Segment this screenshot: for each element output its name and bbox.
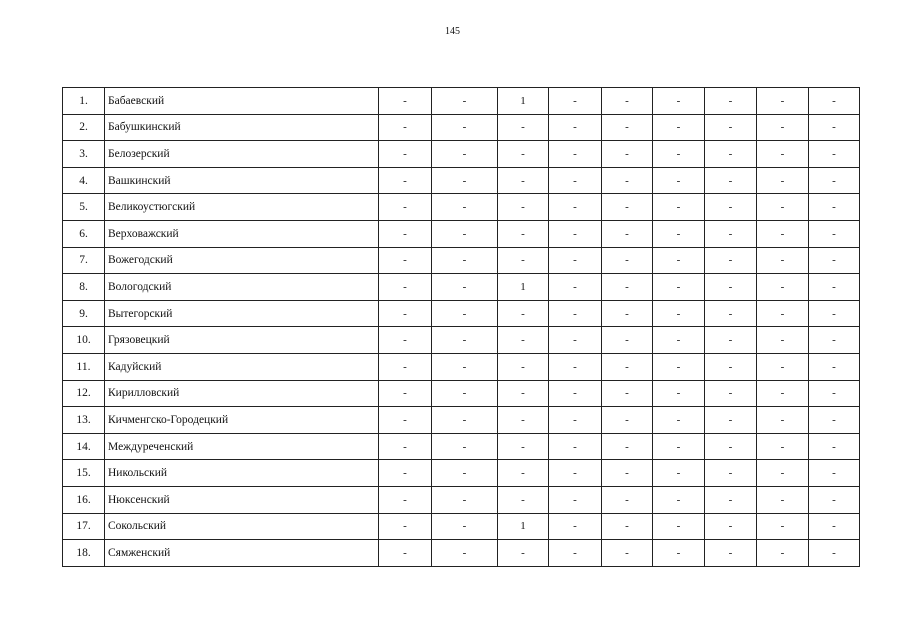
value-cell: - <box>653 460 705 487</box>
value-cell: - <box>602 433 653 460</box>
value-cell: - <box>757 327 809 354</box>
value-cell: - <box>602 274 653 301</box>
value-cell: 1 <box>498 88 549 115</box>
row-number-cell: 15. <box>63 460 105 487</box>
value-cell: - <box>705 407 757 434</box>
district-table <box>62 87 860 567</box>
value-cell: - <box>498 380 549 407</box>
value-cell: - <box>549 167 602 194</box>
district-name-cell: Белозерский <box>105 141 379 168</box>
row-number-cell: 4. <box>63 167 105 194</box>
value-cell: - <box>809 114 860 141</box>
table-row <box>63 513 860 540</box>
value-cell: - <box>549 513 602 540</box>
row-number-cell: 17. <box>63 513 105 540</box>
table-row <box>63 486 860 513</box>
value-cell: - <box>379 274 432 301</box>
value-cell: - <box>705 167 757 194</box>
value-cell: - <box>757 88 809 115</box>
value-cell: - <box>549 88 602 115</box>
table-row <box>63 460 860 487</box>
value-cell: - <box>498 141 549 168</box>
value-cell: - <box>549 486 602 513</box>
value-cell: - <box>809 380 860 407</box>
value-cell: - <box>757 274 809 301</box>
value-cell: - <box>602 540 653 567</box>
row-number-cell: 7. <box>63 247 105 274</box>
value-cell: - <box>498 433 549 460</box>
value-cell: - <box>809 407 860 434</box>
value-cell: - <box>379 433 432 460</box>
value-cell: - <box>653 353 705 380</box>
value-cell: - <box>432 167 498 194</box>
value-cell: - <box>653 167 705 194</box>
district-name-cell: Сямженский <box>105 540 379 567</box>
value-cell: - <box>653 114 705 141</box>
value-cell: - <box>432 300 498 327</box>
row-number-cell: 9. <box>63 300 105 327</box>
value-cell: - <box>549 114 602 141</box>
value-cell: - <box>432 88 498 115</box>
value-cell: - <box>602 460 653 487</box>
value-cell: - <box>549 460 602 487</box>
value-cell: - <box>432 433 498 460</box>
value-cell: - <box>549 407 602 434</box>
value-cell: - <box>432 141 498 168</box>
value-cell: - <box>705 513 757 540</box>
value-cell: - <box>653 194 705 221</box>
table-row <box>63 274 860 301</box>
value-cell: - <box>809 88 860 115</box>
value-cell: - <box>705 353 757 380</box>
value-cell: - <box>809 274 860 301</box>
value-cell: - <box>705 380 757 407</box>
value-cell: - <box>757 141 809 168</box>
value-cell: - <box>602 141 653 168</box>
table-row <box>63 353 860 380</box>
value-cell: - <box>809 433 860 460</box>
value-cell: - <box>432 486 498 513</box>
row-number-cell: 12. <box>63 380 105 407</box>
value-cell: - <box>757 194 809 221</box>
value-cell: - <box>653 433 705 460</box>
row-number-cell: 11. <box>63 353 105 380</box>
district-name-cell: Вытегорский <box>105 300 379 327</box>
district-name-cell: Вожегодский <box>105 247 379 274</box>
value-cell: - <box>705 220 757 247</box>
value-cell: - <box>549 433 602 460</box>
row-number-cell: 1. <box>63 88 105 115</box>
value-cell: - <box>809 486 860 513</box>
value-cell: - <box>705 274 757 301</box>
value-cell: - <box>379 407 432 434</box>
district-name-cell: Кадуйский <box>105 353 379 380</box>
row-number-cell: 6. <box>63 220 105 247</box>
value-cell: - <box>498 540 549 567</box>
value-cell: - <box>705 141 757 168</box>
value-cell: - <box>705 114 757 141</box>
value-cell: - <box>653 220 705 247</box>
value-cell: - <box>653 141 705 168</box>
value-cell: - <box>379 513 432 540</box>
value-cell: - <box>602 353 653 380</box>
value-cell: - <box>549 380 602 407</box>
value-cell: - <box>432 540 498 567</box>
row-number-cell: 8. <box>63 274 105 301</box>
value-cell: - <box>602 247 653 274</box>
table-row <box>63 380 860 407</box>
value-cell: - <box>757 486 809 513</box>
value-cell: - <box>379 300 432 327</box>
row-number-cell: 2. <box>63 114 105 141</box>
value-cell: - <box>757 353 809 380</box>
value-cell: - <box>602 114 653 141</box>
value-cell: - <box>705 433 757 460</box>
value-cell: - <box>757 407 809 434</box>
value-cell: - <box>549 247 602 274</box>
page-number: 145 <box>445 26 460 37</box>
value-cell: - <box>653 486 705 513</box>
value-cell: - <box>705 88 757 115</box>
table-row <box>63 327 860 354</box>
value-cell: - <box>757 114 809 141</box>
value-cell: - <box>379 141 432 168</box>
value-cell: - <box>432 274 498 301</box>
value-cell: - <box>653 88 705 115</box>
value-cell: - <box>432 380 498 407</box>
value-cell: - <box>379 486 432 513</box>
value-cell: - <box>602 513 653 540</box>
value-cell: - <box>809 460 860 487</box>
value-cell: - <box>653 274 705 301</box>
value-cell: - <box>602 407 653 434</box>
value-cell: - <box>809 194 860 221</box>
value-cell: - <box>757 247 809 274</box>
value-cell: - <box>498 486 549 513</box>
value-cell: - <box>705 327 757 354</box>
value-cell: - <box>498 247 549 274</box>
value-cell: - <box>432 220 498 247</box>
district-name-cell: Великоустюгский <box>105 194 379 221</box>
value-cell: - <box>602 220 653 247</box>
district-name-cell: Бабушкинский <box>105 114 379 141</box>
value-cell: - <box>498 300 549 327</box>
value-cell: - <box>705 194 757 221</box>
district-name-cell: Нюксенский <box>105 486 379 513</box>
value-cell: - <box>432 353 498 380</box>
value-cell: - <box>653 513 705 540</box>
value-cell: - <box>653 380 705 407</box>
value-cell: - <box>705 486 757 513</box>
value-cell: - <box>498 460 549 487</box>
value-cell: - <box>757 513 809 540</box>
value-cell: - <box>653 540 705 567</box>
value-cell: - <box>379 327 432 354</box>
value-cell: - <box>809 300 860 327</box>
value-cell: - <box>379 167 432 194</box>
value-cell: - <box>432 407 498 434</box>
value-cell: - <box>549 274 602 301</box>
value-cell: - <box>809 540 860 567</box>
value-cell: - <box>653 327 705 354</box>
value-cell: - <box>549 220 602 247</box>
table-row <box>63 167 860 194</box>
value-cell: - <box>602 380 653 407</box>
district-name-cell: Междуреченский <box>105 433 379 460</box>
value-cell: - <box>602 300 653 327</box>
district-name-cell: Вологодский <box>105 274 379 301</box>
value-cell: - <box>379 460 432 487</box>
value-cell: - <box>498 353 549 380</box>
value-cell: - <box>432 460 498 487</box>
value-cell: - <box>432 194 498 221</box>
value-cell: - <box>809 220 860 247</box>
value-cell: - <box>757 540 809 567</box>
value-cell: - <box>757 380 809 407</box>
table-row <box>63 300 860 327</box>
value-cell: 1 <box>498 513 549 540</box>
row-number-cell: 16. <box>63 486 105 513</box>
value-cell: - <box>498 194 549 221</box>
value-cell: 1 <box>498 274 549 301</box>
value-cell: - <box>809 167 860 194</box>
row-number-cell: 5. <box>63 194 105 221</box>
table-row <box>63 220 860 247</box>
value-cell: - <box>379 194 432 221</box>
table-row <box>63 407 860 434</box>
value-cell: - <box>379 353 432 380</box>
value-cell: - <box>809 327 860 354</box>
value-cell: - <box>549 540 602 567</box>
value-cell: - <box>705 540 757 567</box>
value-cell: - <box>602 486 653 513</box>
value-cell: - <box>602 167 653 194</box>
value-cell: - <box>432 327 498 354</box>
value-cell: - <box>379 88 432 115</box>
value-cell: - <box>432 513 498 540</box>
value-cell: - <box>379 247 432 274</box>
value-cell: - <box>379 380 432 407</box>
district-name-cell: Никольский <box>105 460 379 487</box>
value-cell: - <box>809 247 860 274</box>
row-number-cell: 13. <box>63 407 105 434</box>
value-cell: - <box>549 353 602 380</box>
value-cell: - <box>653 247 705 274</box>
district-name-cell: Грязовецкий <box>105 327 379 354</box>
value-cell: - <box>498 327 549 354</box>
value-cell: - <box>549 327 602 354</box>
table-row <box>63 88 860 115</box>
value-cell: - <box>379 540 432 567</box>
value-cell: - <box>653 300 705 327</box>
district-name-cell: Вашкинский <box>105 167 379 194</box>
table-row <box>63 194 860 221</box>
value-cell: - <box>498 407 549 434</box>
value-cell: - <box>705 300 757 327</box>
value-cell: - <box>549 300 602 327</box>
value-cell: - <box>757 167 809 194</box>
table-row <box>63 540 860 567</box>
value-cell: - <box>602 327 653 354</box>
value-cell: - <box>379 114 432 141</box>
table-row <box>63 247 860 274</box>
value-cell: - <box>809 353 860 380</box>
value-cell: - <box>549 194 602 221</box>
table-body <box>63 88 860 567</box>
district-name-cell: Сокольский <box>105 513 379 540</box>
value-cell: - <box>653 407 705 434</box>
value-cell: - <box>705 247 757 274</box>
district-name-cell: Бабаевский <box>105 88 379 115</box>
value-cell: - <box>602 88 653 115</box>
value-cell: - <box>498 220 549 247</box>
value-cell: - <box>432 114 498 141</box>
table-row <box>63 114 860 141</box>
value-cell: - <box>809 513 860 540</box>
row-number-cell: 10. <box>63 327 105 354</box>
value-cell: - <box>809 141 860 168</box>
district-name-cell: Кичменгско-Городецкий <box>105 407 379 434</box>
value-cell: - <box>379 220 432 247</box>
value-cell: - <box>432 247 498 274</box>
value-cell: - <box>705 460 757 487</box>
district-name-cell: Кирилловский <box>105 380 379 407</box>
value-cell: - <box>757 460 809 487</box>
value-cell: - <box>549 141 602 168</box>
value-cell: - <box>602 194 653 221</box>
row-number-cell: 3. <box>63 141 105 168</box>
row-number-cell: 18. <box>63 540 105 567</box>
value-cell: - <box>757 220 809 247</box>
value-cell: - <box>757 300 809 327</box>
value-cell: - <box>757 433 809 460</box>
table-row <box>63 141 860 168</box>
value-cell: - <box>498 167 549 194</box>
district-name-cell: Верховажский <box>105 220 379 247</box>
value-cell: - <box>498 114 549 141</box>
table-row <box>63 433 860 460</box>
row-number-cell: 14. <box>63 433 105 460</box>
